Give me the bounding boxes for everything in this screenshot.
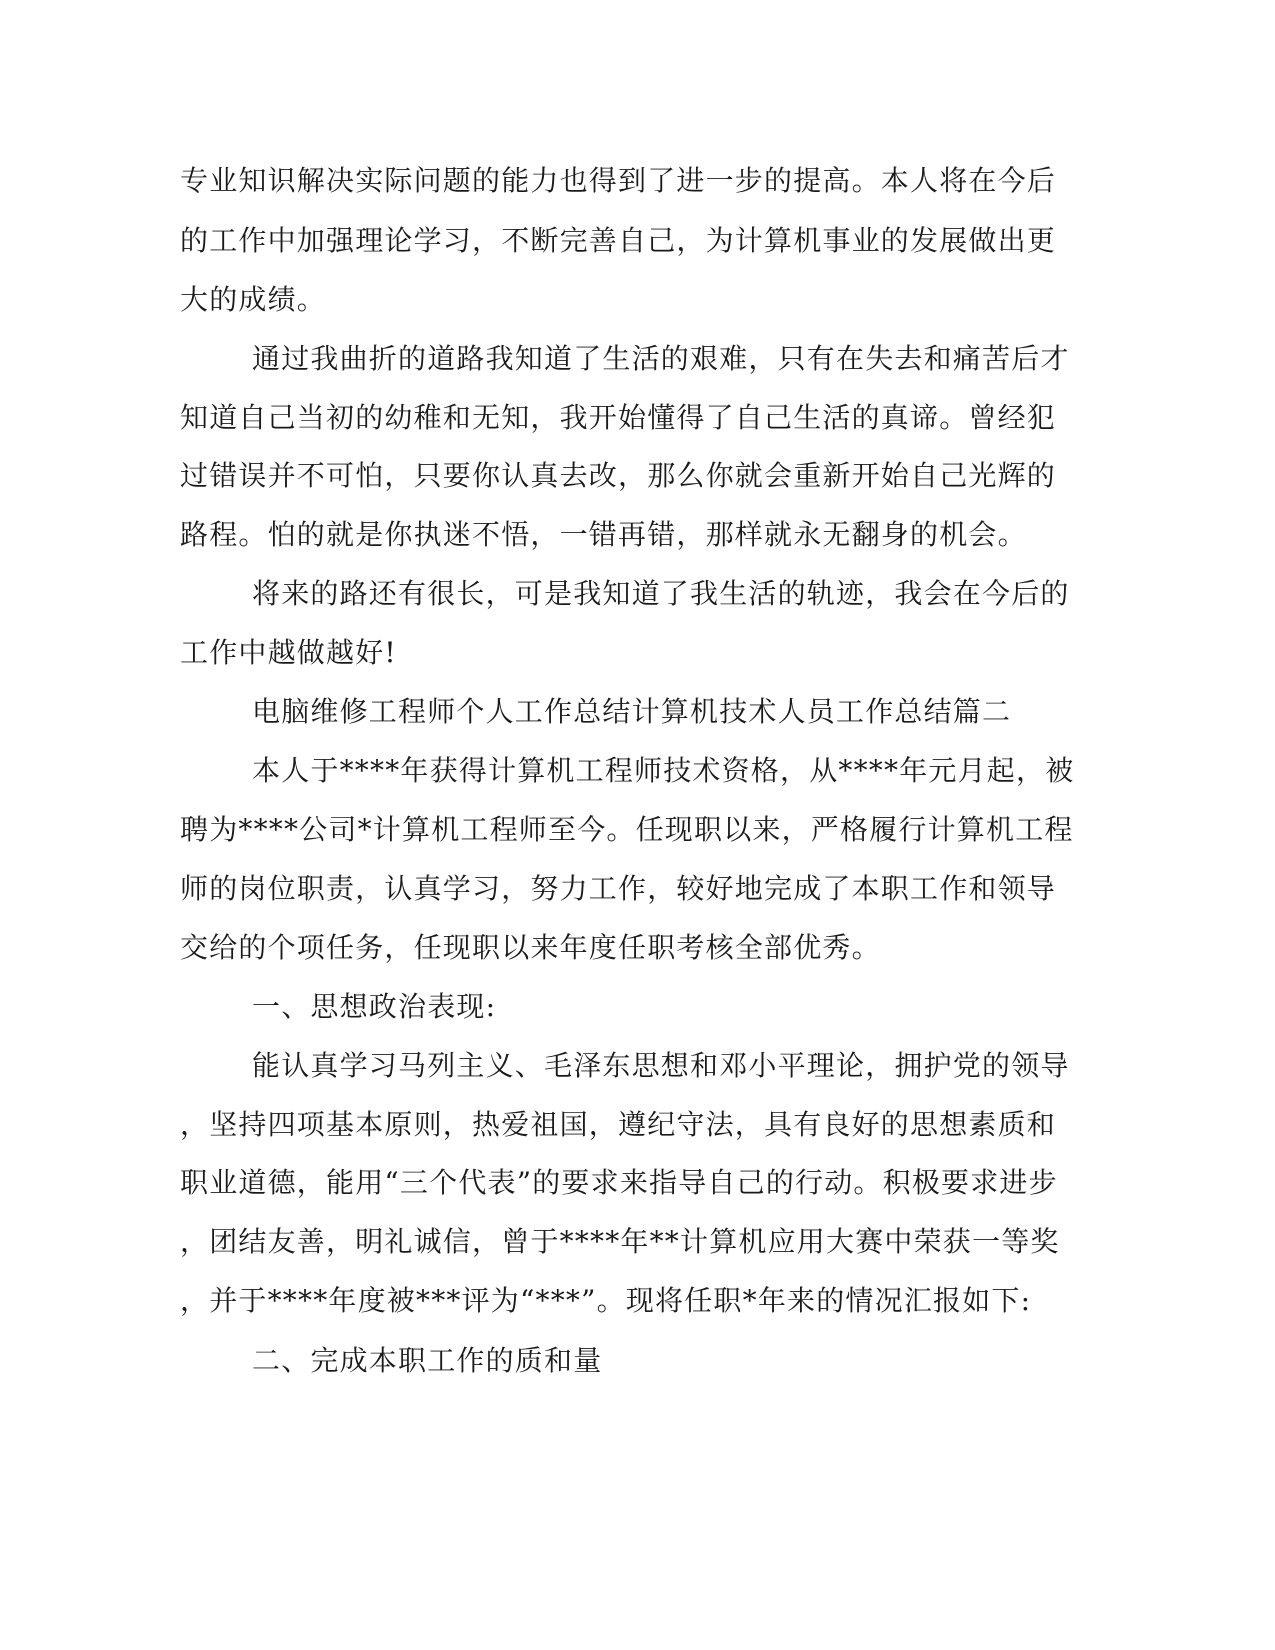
text-line: 交给的个项任务，任现职以来年度任职考核全部优秀。 (180, 931, 881, 964)
text-line: 能认真学习马列主义、毛泽东思想和邓小平理论，拥护党的领导 (252, 1049, 1070, 1082)
section-heading: 电脑维修工程师个人工作总结计算机技术人员工作总结篇二 (252, 695, 1012, 728)
section-heading: 一、思想政治表现: (252, 990, 497, 1023)
text-line: ，并于****年度被***评为“***”。现将任职*年来的情况汇报如下: (180, 1284, 1032, 1317)
text-line: ，团结友善，明礼诚信，曾于****年**计算机应用大赛中荣获一等奖 (180, 1225, 1060, 1258)
text-line: 专业知识解决实际问题的能力也得到了进一步的提高。本人将在今后 (180, 164, 1057, 197)
text-line: 知道自己当初的幼稚和无知，我开始懂得了自己生活的真谛。曾经犯 (180, 401, 1057, 434)
text-line: 本人于****年获得计算机工程师技术资格，从****年元月起，被 (252, 754, 1075, 787)
text-line: 通过我曲折的道路我知道了生活的艰难，只有在失去和痛苦后才 (252, 342, 1070, 375)
text-line: 大的成绩。 (180, 283, 327, 316)
text-line: 职业道德，能用“三个代表”的要求来指导自己的行动。积极要求进步 (180, 1166, 1058, 1199)
text-line: 的工作中加强理论学习，不断完善自己，为计算机事业的发展做出更 (180, 224, 1057, 257)
text-line: 过错误并不可怕，只要你认真去改，那么你就会重新开始自己光辉的 (180, 459, 1057, 492)
text-line: 路程。怕的就是你执迷不悟，一错再错，那样就永无翻身的机会。 (180, 518, 1027, 551)
text-line: 师的岗位职责，认真学习，努力工作，较好地完成了本职工作和领导 (180, 872, 1057, 905)
text-line: 聘为****公司*计算机工程师至今。任现职以来，严格履行计算机工程 (180, 813, 1074, 846)
section-heading: 二、完成本职工作的质和量 (252, 1344, 603, 1377)
text-line: 工作中越做越好! (180, 636, 397, 669)
text-line: 将来的路还有很长，可是我知道了我生活的轨迹，我会在今后的 (252, 577, 1070, 610)
text-line: ，坚持四项基本原则，热爱祖国，遵纪守法，具有良好的思想素质和 (180, 1108, 1057, 1141)
